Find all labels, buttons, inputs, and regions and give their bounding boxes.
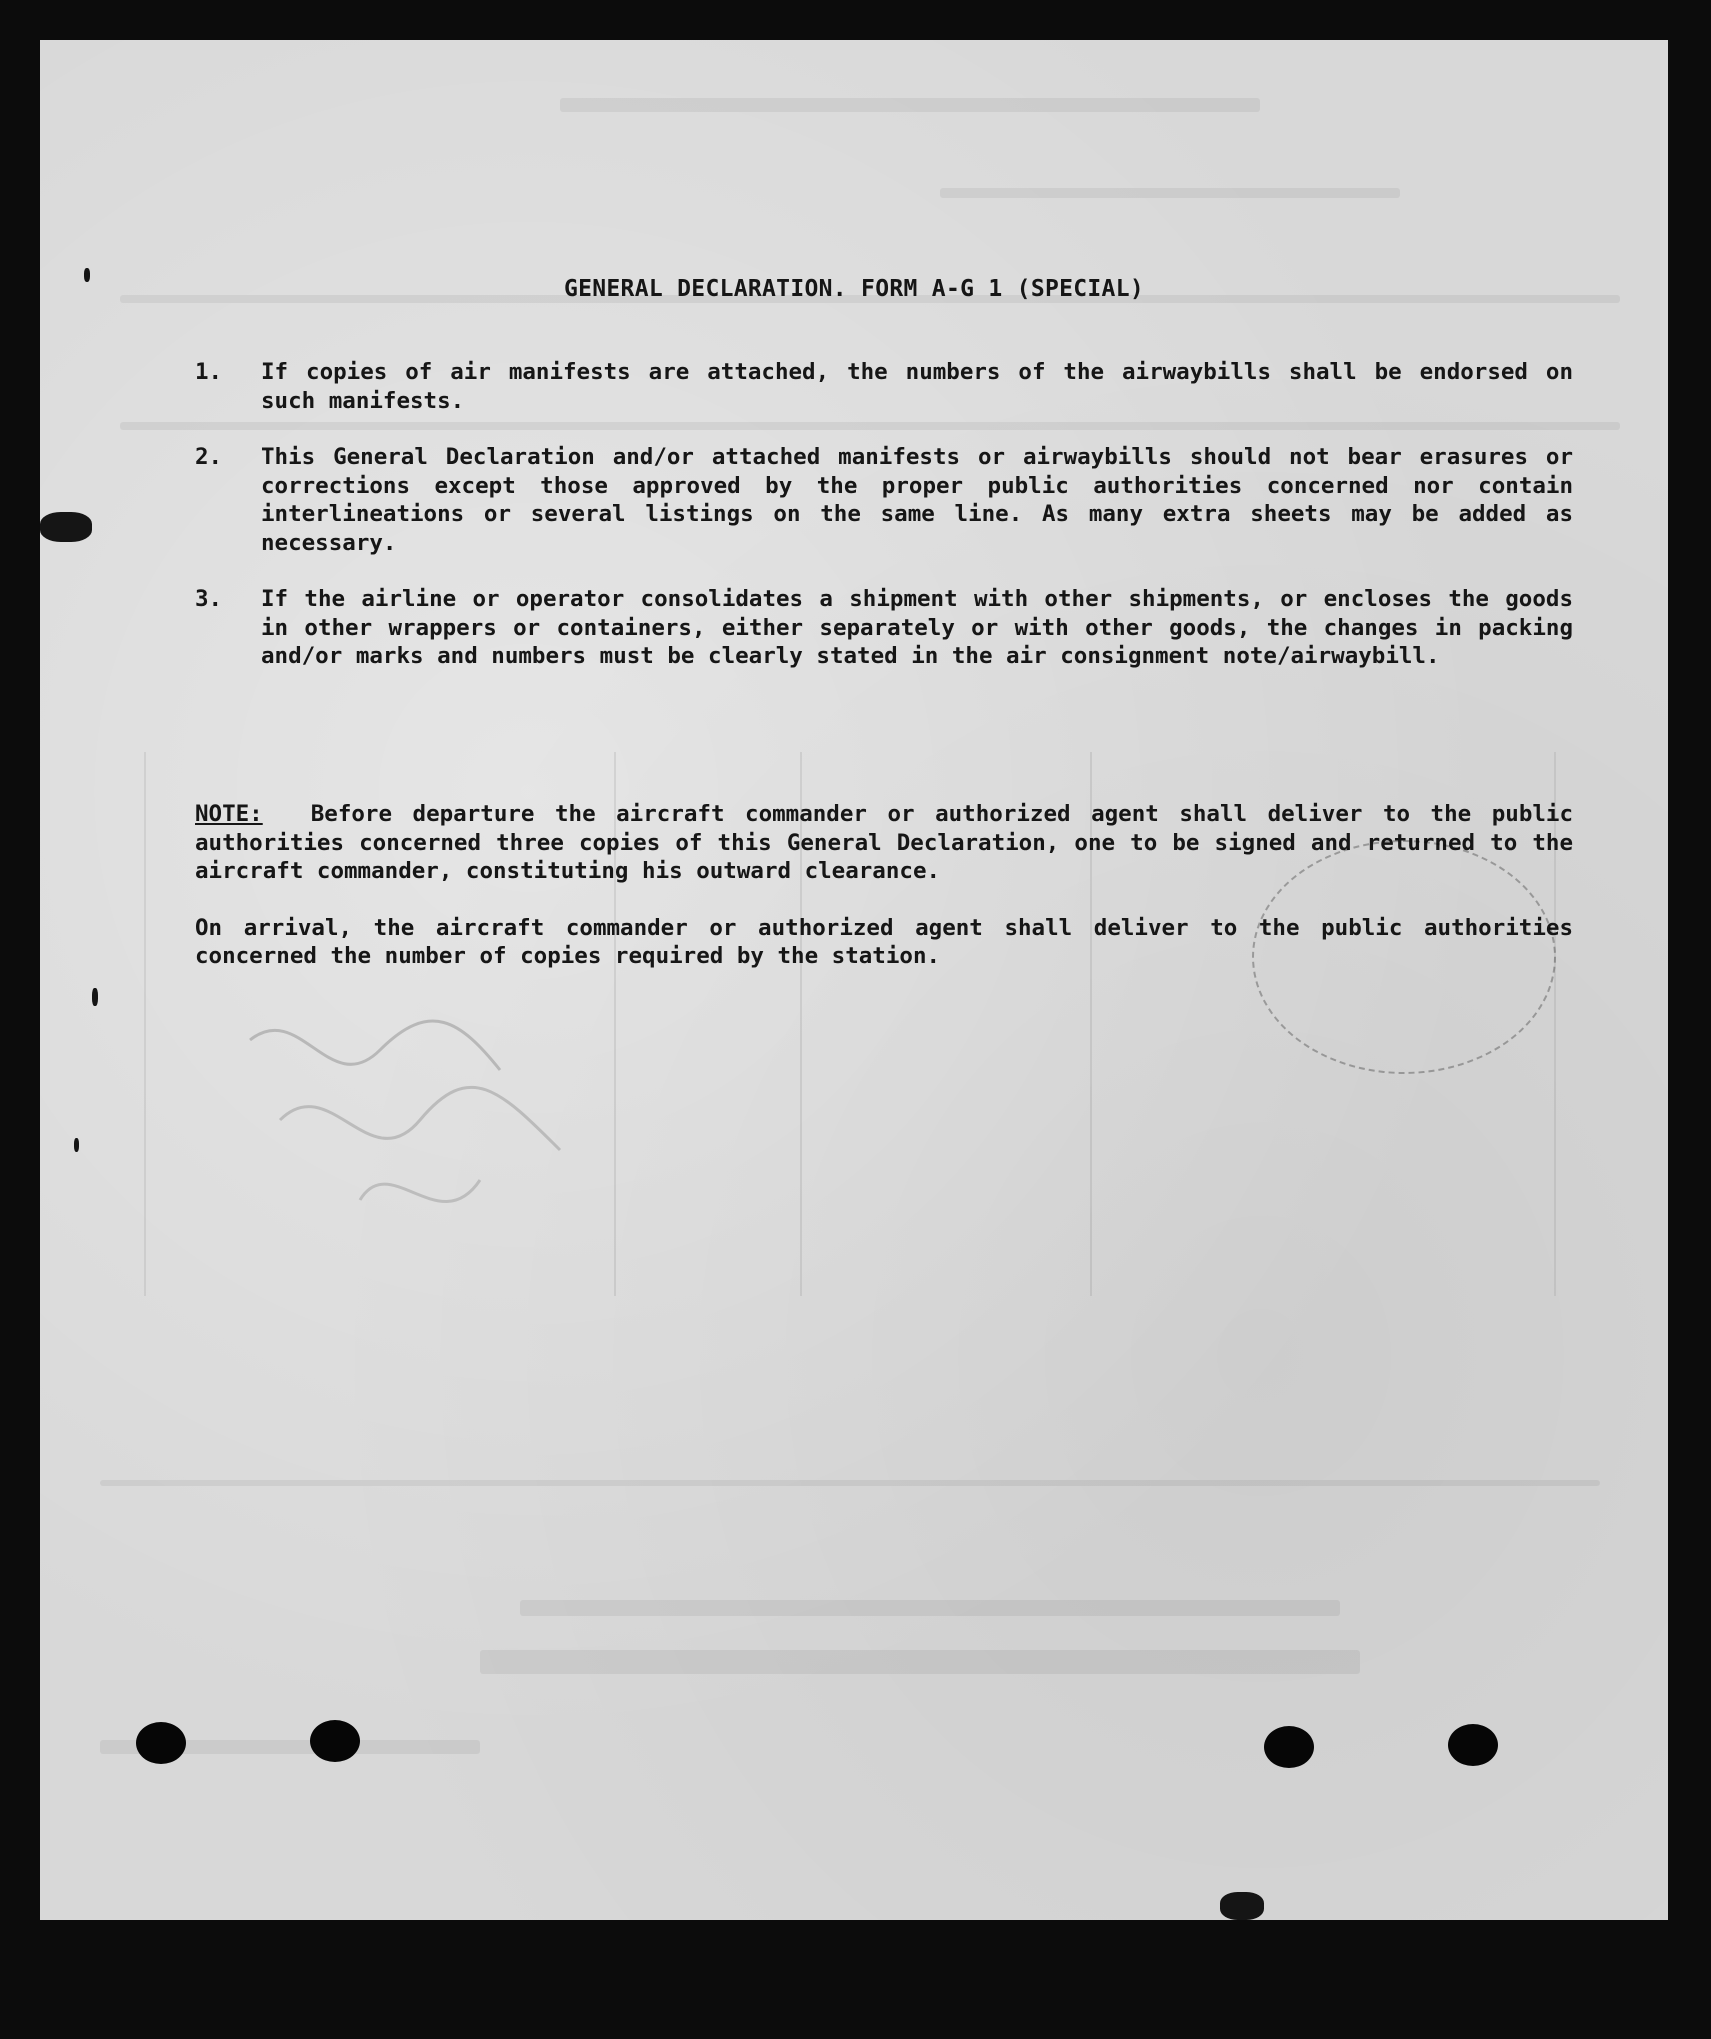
punch-hole — [1264, 1726, 1314, 1768]
instruction-item — [195, 358, 1573, 415]
item-text: If copies of air manifests are attached, the numbers of the airwaybills shall be endorsed on such manifests. — [261, 359, 1573, 414]
item-number: 2. — [195, 444, 223, 470]
note-label: NOTE: — [195, 801, 263, 827]
edge-mark — [1220, 1892, 1264, 1920]
instruction-list — [195, 358, 1573, 699]
document-page — [40, 40, 1668, 1920]
arrival-paragraph: On arrival, the aircraft commander or authorized agent shall deliver to the public authorities concerned the number of copies required by the station. — [195, 914, 1573, 969]
instruction-item — [195, 585, 1573, 671]
punch-hole — [136, 1722, 186, 1764]
handwritten-scrawl — [240, 980, 600, 1260]
instruction-item — [195, 443, 1573, 557]
edge-mark — [92, 988, 98, 1006]
bleed-through-mark — [100, 1480, 1600, 1486]
item-text: If the airline or operator consolidates a shipment with other shipments, or encloses the goods in other wrappers or containers, either separately or with other goods, the changes in packing and/or marks and numbers must be clearly stated in the air consignment note/airwaybill. — [261, 586, 1573, 669]
item-number: 1. — [195, 359, 223, 385]
note-text: Before departure the aircraft commander or authorized agent shall deliver to the public authorities concerned three copies of this General Declaration, one to be signed and returned to the aircraft commander, constituting his outward clearance. — [195, 801, 1573, 884]
item-number: 3. — [195, 586, 223, 612]
document-title: GENERAL DECLARATION. FORM A-G 1 (SPECIAL) — [563, 276, 1145, 302]
bleed-through-mark — [480, 1650, 1360, 1674]
edge-mark — [40, 512, 92, 542]
bleed-through-mark — [940, 188, 1400, 198]
stamp-impression — [1252, 840, 1556, 1074]
punch-hole — [1448, 1724, 1498, 1766]
item-text: This General Declaration and/or attached manifests or airwaybills should not bear erasures or corrections except those approved by the proper public authorities concerned nor contain interlineations or several listings on the same line. As many extra sheets may be added as necessary. — [261, 444, 1573, 556]
bleed-through-mark — [520, 1600, 1340, 1616]
edge-mark — [74, 1138, 79, 1152]
edge-mark — [84, 268, 90, 282]
bleed-through-mark — [560, 98, 1260, 112]
punch-hole — [310, 1720, 360, 1762]
